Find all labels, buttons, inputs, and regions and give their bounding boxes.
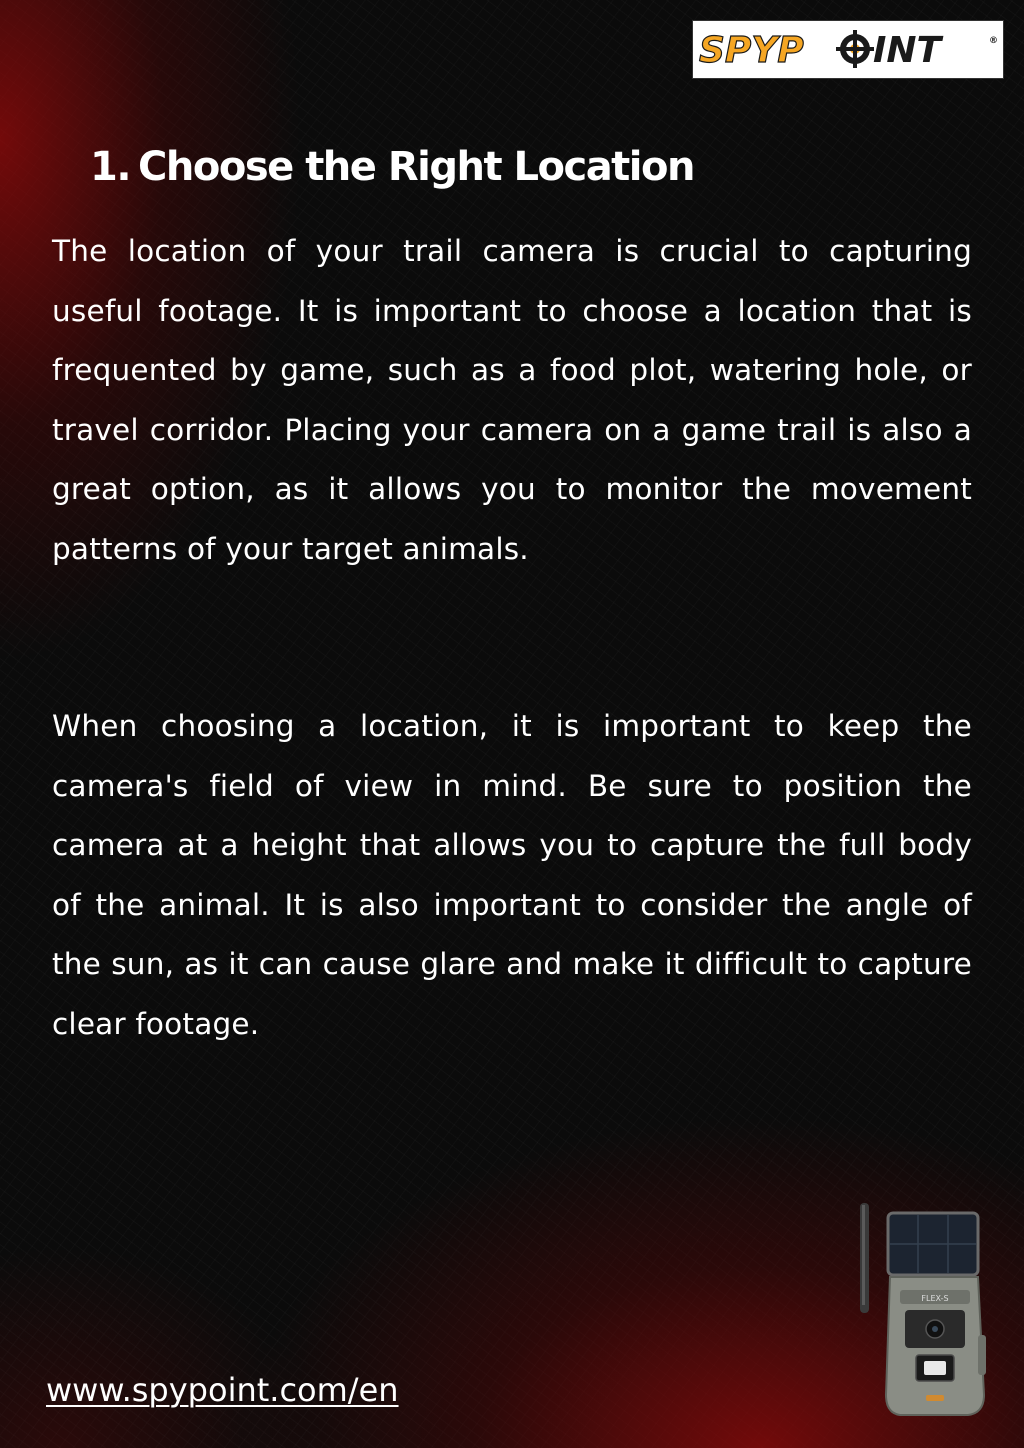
trail-camera-icon — [850, 1195, 995, 1425]
latch — [926, 1395, 944, 1401]
lens-glass — [932, 1326, 938, 1332]
pir-lens — [924, 1361, 946, 1375]
section-number: 1. — [90, 144, 131, 190]
crosshair-horizontal — [836, 47, 874, 51]
side-strap — [978, 1335, 986, 1375]
registered-mark: ® — [989, 36, 998, 46]
antenna-highlight — [862, 1205, 865, 1305]
paragraph-location: The location of your trail camera is crucial to capturing useful footage. It is important to choose a location that is frequented by game, such as a food plot, watering hole, or travel corridor. Placing your camera on a game trail is also a great option, as it allows you to monitor the movement patterns of your target animals. — [52, 234, 972, 566]
logo-text-left: SPYP — [699, 30, 804, 71]
website-link[interactable]: www.spypoint.com/en — [46, 1371, 399, 1409]
logo-graphic — [693, 21, 1003, 78]
spypoint-logo[interactable] — [692, 20, 1004, 79]
section-heading — [90, 140, 694, 194]
model-label: FLEX-S — [921, 1294, 949, 1303]
logo-text-right: INT — [873, 30, 942, 71]
section-title: Choose the Right Location — [138, 144, 694, 190]
paragraph-field-of-view: When choosing a location, it is important to keep the camera's field of view in mind. Be sure to position the camera at a height that allows you to capture the full body of the animal. It is also important to consider the angle of the sun, as it can cause glare and make it difficult to capture clear footage. — [52, 709, 972, 1041]
